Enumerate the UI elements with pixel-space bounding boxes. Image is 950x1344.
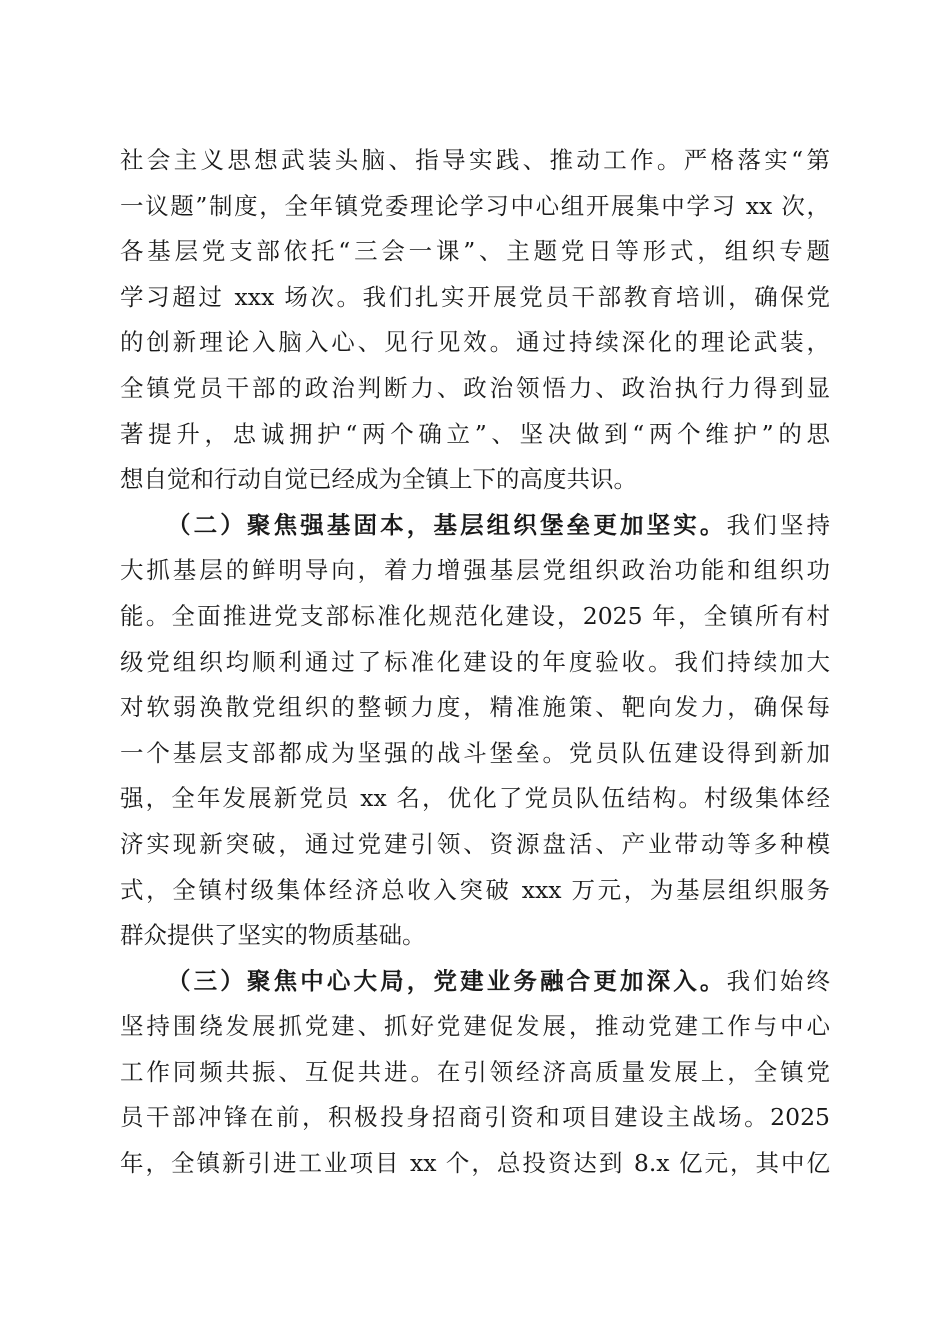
- document-body: [120, 138, 830, 1187]
- text-line: 员干部冲锋在前，积极投身招商引资和项目建设主战场。2025: [120, 1103, 830, 1132]
- text-line: 年，全镇新引进工业项目 xx 个，总投资达到 8.x 亿元，其中亿: [120, 1149, 830, 1178]
- paragraph-3: [120, 959, 830, 1187]
- text-run: 我们始终: [726, 966, 830, 995]
- text-line: 一议题”制度，全年镇党委理论学习中心组开展集中学习 xx 次，: [120, 191, 830, 220]
- text-line: 级党组织均顺利通过了标准化建设的年度验收。我们持续加大: [120, 647, 830, 676]
- text-line: 群众提供了坚实的物质基础。: [120, 921, 426, 950]
- paragraph-2: [120, 503, 830, 959]
- text-line: 工作同频共振、互促共进。在引领经济高质量发展上，全镇党: [120, 1057, 830, 1086]
- text-line: 各基层党支部依托“三会一课”、主题党日等形式，组织专题: [120, 237, 830, 266]
- paragraph-heading: （三）聚焦中心大局，党建业务融合更加深入。: [167, 966, 727, 995]
- text-line: 强，全年发展新党员 xx 名，优化了党员队伍结构。村级集体经: [120, 784, 830, 813]
- paragraph-1: [120, 138, 830, 503]
- text-line: 坚持围绕发展抓党建、抓好党建促发展，推动党建工作与中心: [120, 1012, 830, 1041]
- text-line: 能。全面推进党支部标准化规范化建设，2025 年，全镇所有村: [120, 601, 830, 630]
- text-line: 的创新理论入脑入心、见行见效。通过持续深化的理论武装，: [120, 328, 830, 357]
- text-line: 全镇党员干部的政治判断力、政治领悟力、政治执行力得到显: [120, 373, 830, 402]
- text-line: 对软弱涣散党组织的整顿力度，精准施策、靶向发力，确保每: [120, 693, 830, 722]
- text-line-first: [120, 503, 830, 549]
- text-line-first: [120, 959, 830, 1005]
- text-line: 济实现新突破，通过党建引领、资源盘活、产业带动等多种模: [120, 829, 830, 858]
- text-line: 一个基层支部都成为坚强的战斗堡垒。党员队伍建设得到新加: [120, 738, 830, 767]
- text-line: 大抓基层的鲜明导向，着力增强基层党组织政治功能和组织功: [120, 556, 830, 585]
- text-line: 式，全镇村级集体经济总收入突破 xxx 万元，为基层组织服务: [120, 875, 830, 904]
- paragraph-heading: （二）聚焦强基固本，基层组织堡垒更加坚实。: [167, 510, 727, 539]
- text-run: 我们坚持: [726, 510, 830, 539]
- text-line: 著提升，忠诚拥护“两个确立”、坚决做到“两个维护”的思: [120, 419, 830, 448]
- text-line: 社会主义思想武装头脑、指导实践、推动工作。严格落实“第: [120, 146, 830, 174]
- text-line: 想自觉和行动自觉已经成为全镇上下的高度共识。: [120, 465, 637, 494]
- text-line: 学习超过 xxx 场次。我们扎实开展党员干部教育培训，确保党: [120, 282, 830, 311]
